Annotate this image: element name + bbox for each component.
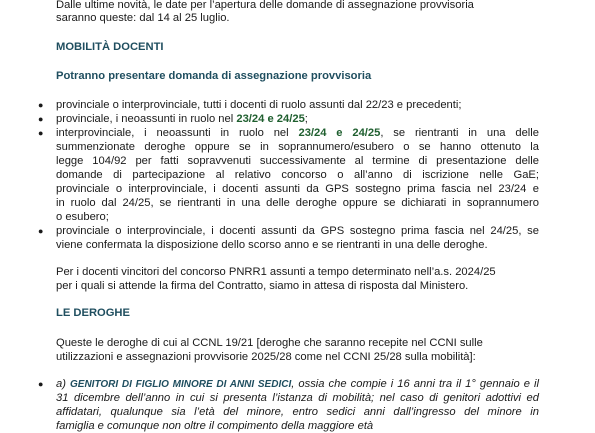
- deroga-a-text: , ossia che compie i 16 anni tra il 1° gennaio e il: [291, 378, 539, 390]
- bullet-item-2-text: provinciale, i neoassunti in ruolo nel: [56, 113, 237, 125]
- deroga-a-line-2: 31 dicembre dell’anno in cui si presenta l’istanza di mobilità; nel caso di genitori adottivi ed: [56, 392, 539, 404]
- bullet-icon: ●: [38, 100, 44, 110]
- bullet-icon: ●: [38, 226, 44, 236]
- deroga-a-title: GENITORI DI FIGLIO MINORE DI ANNI SEDICI: [70, 379, 292, 390]
- paragraph-pnrr-line-2: per i quali si attende la firma del Contratto, siamo in attesa di risposta dal Ministero.: [56, 280, 469, 292]
- paragraph-pnrr-line-1: Per i docenti vincitori del concorso PNRR1 assunti a tempo determinato nell’a.s. 2024/25: [56, 266, 496, 278]
- section-heading-deroghe: LE DEROGHE: [56, 307, 130, 319]
- deroga-a-line-3: affidatari, qualunque sia l’età del minore, entro sedici anni dall’ingresso del minore in: [56, 406, 539, 418]
- bullet-item-3-line-6: in ruolo dal 24/25, se rientranti in una delle deroghe oppure se dichiarati in soprannumero: [56, 197, 539, 209]
- deroga-a-line-4: famiglia e comunque non oltre il compimento della maggiore età: [56, 420, 374, 432]
- intro-line-1: Dalle ultime novità, le date per l’apertura delle domande di assegnazione provvisoria: [56, 0, 474, 11]
- bullet-item-2-end: ;: [304, 113, 308, 125]
- subheading-assegnazione: Potranno presentare domanda di assegnazione provvisoria: [56, 70, 372, 82]
- bullet-icon: ●: [38, 114, 44, 124]
- bullet-item-3-cont: , se rientranti in una delle: [380, 127, 539, 139]
- bullet-item-1: provinciale o interprovinciale, tutti i docenti di ruolo assunti dal 22/23 e precedenti;: [56, 99, 462, 111]
- intro-line-2: saranno queste: dal 14 al 25 luglio.: [56, 12, 230, 24]
- bullet-item-3-line-1: [56, 126, 539, 140]
- deroghe-intro-line-2: utilizzazioni e assegnazioni provvisorie 2025/28 come nel CCNI 25/28 sulla mobilità]:: [56, 351, 476, 363]
- deroga-a-label: a): [56, 378, 70, 390]
- section-heading-mobilita: MOBILITÀ DOCENTI: [56, 41, 164, 53]
- bullet-item-3-line-3: legge 104/92 per fatti sopravvenuti successivamente al termine di presentazione delle: [56, 155, 539, 167]
- bullet-icon: ●: [38, 379, 44, 389]
- bullet-item-4-line-2: viene confermata la disposizione dello scorso anno e se rientranti in una delle deroghe.: [56, 239, 488, 251]
- bullet-icon: ●: [38, 128, 44, 138]
- bullet-item-3-text: interprovinciale, i neoassunti in ruolo nel: [56, 127, 299, 139]
- bullet-item-3-years: 23/24 e 24/25: [298, 127, 381, 139]
- deroghe-intro-line-1: Queste le deroghe di cui al CCNL 19/21 [deroghe che saranno recepite nel CCNI sulle: [56, 337, 483, 349]
- bullet-item-3-line-7: o esubero;: [56, 211, 109, 223]
- deroga-a-line-1: [56, 377, 539, 392]
- bullet-item-3-line-2: summenzionate deroghe oppure se in soprannumero/esubero o se hanno ottenuto la: [56, 141, 539, 153]
- bullet-item-4-line-1: provinciale o interprovinciale, i docenti assunti da GPS sostegno prima fascia nel 24/25, se: [56, 225, 539, 237]
- bullet-item-2: [56, 112, 308, 126]
- bullet-item-3-line-4: domande di partecipazione al relativo concorso o all’anno di iscrizione nelle GaE;: [56, 169, 539, 181]
- bullet-item-2-years: 23/24 e 24/25: [236, 113, 305, 125]
- bullet-item-3-line-5: provinciale o interprovinciale, i docenti assunti da GPS sostegno prima fascia nel 23/24 e: [56, 183, 539, 195]
